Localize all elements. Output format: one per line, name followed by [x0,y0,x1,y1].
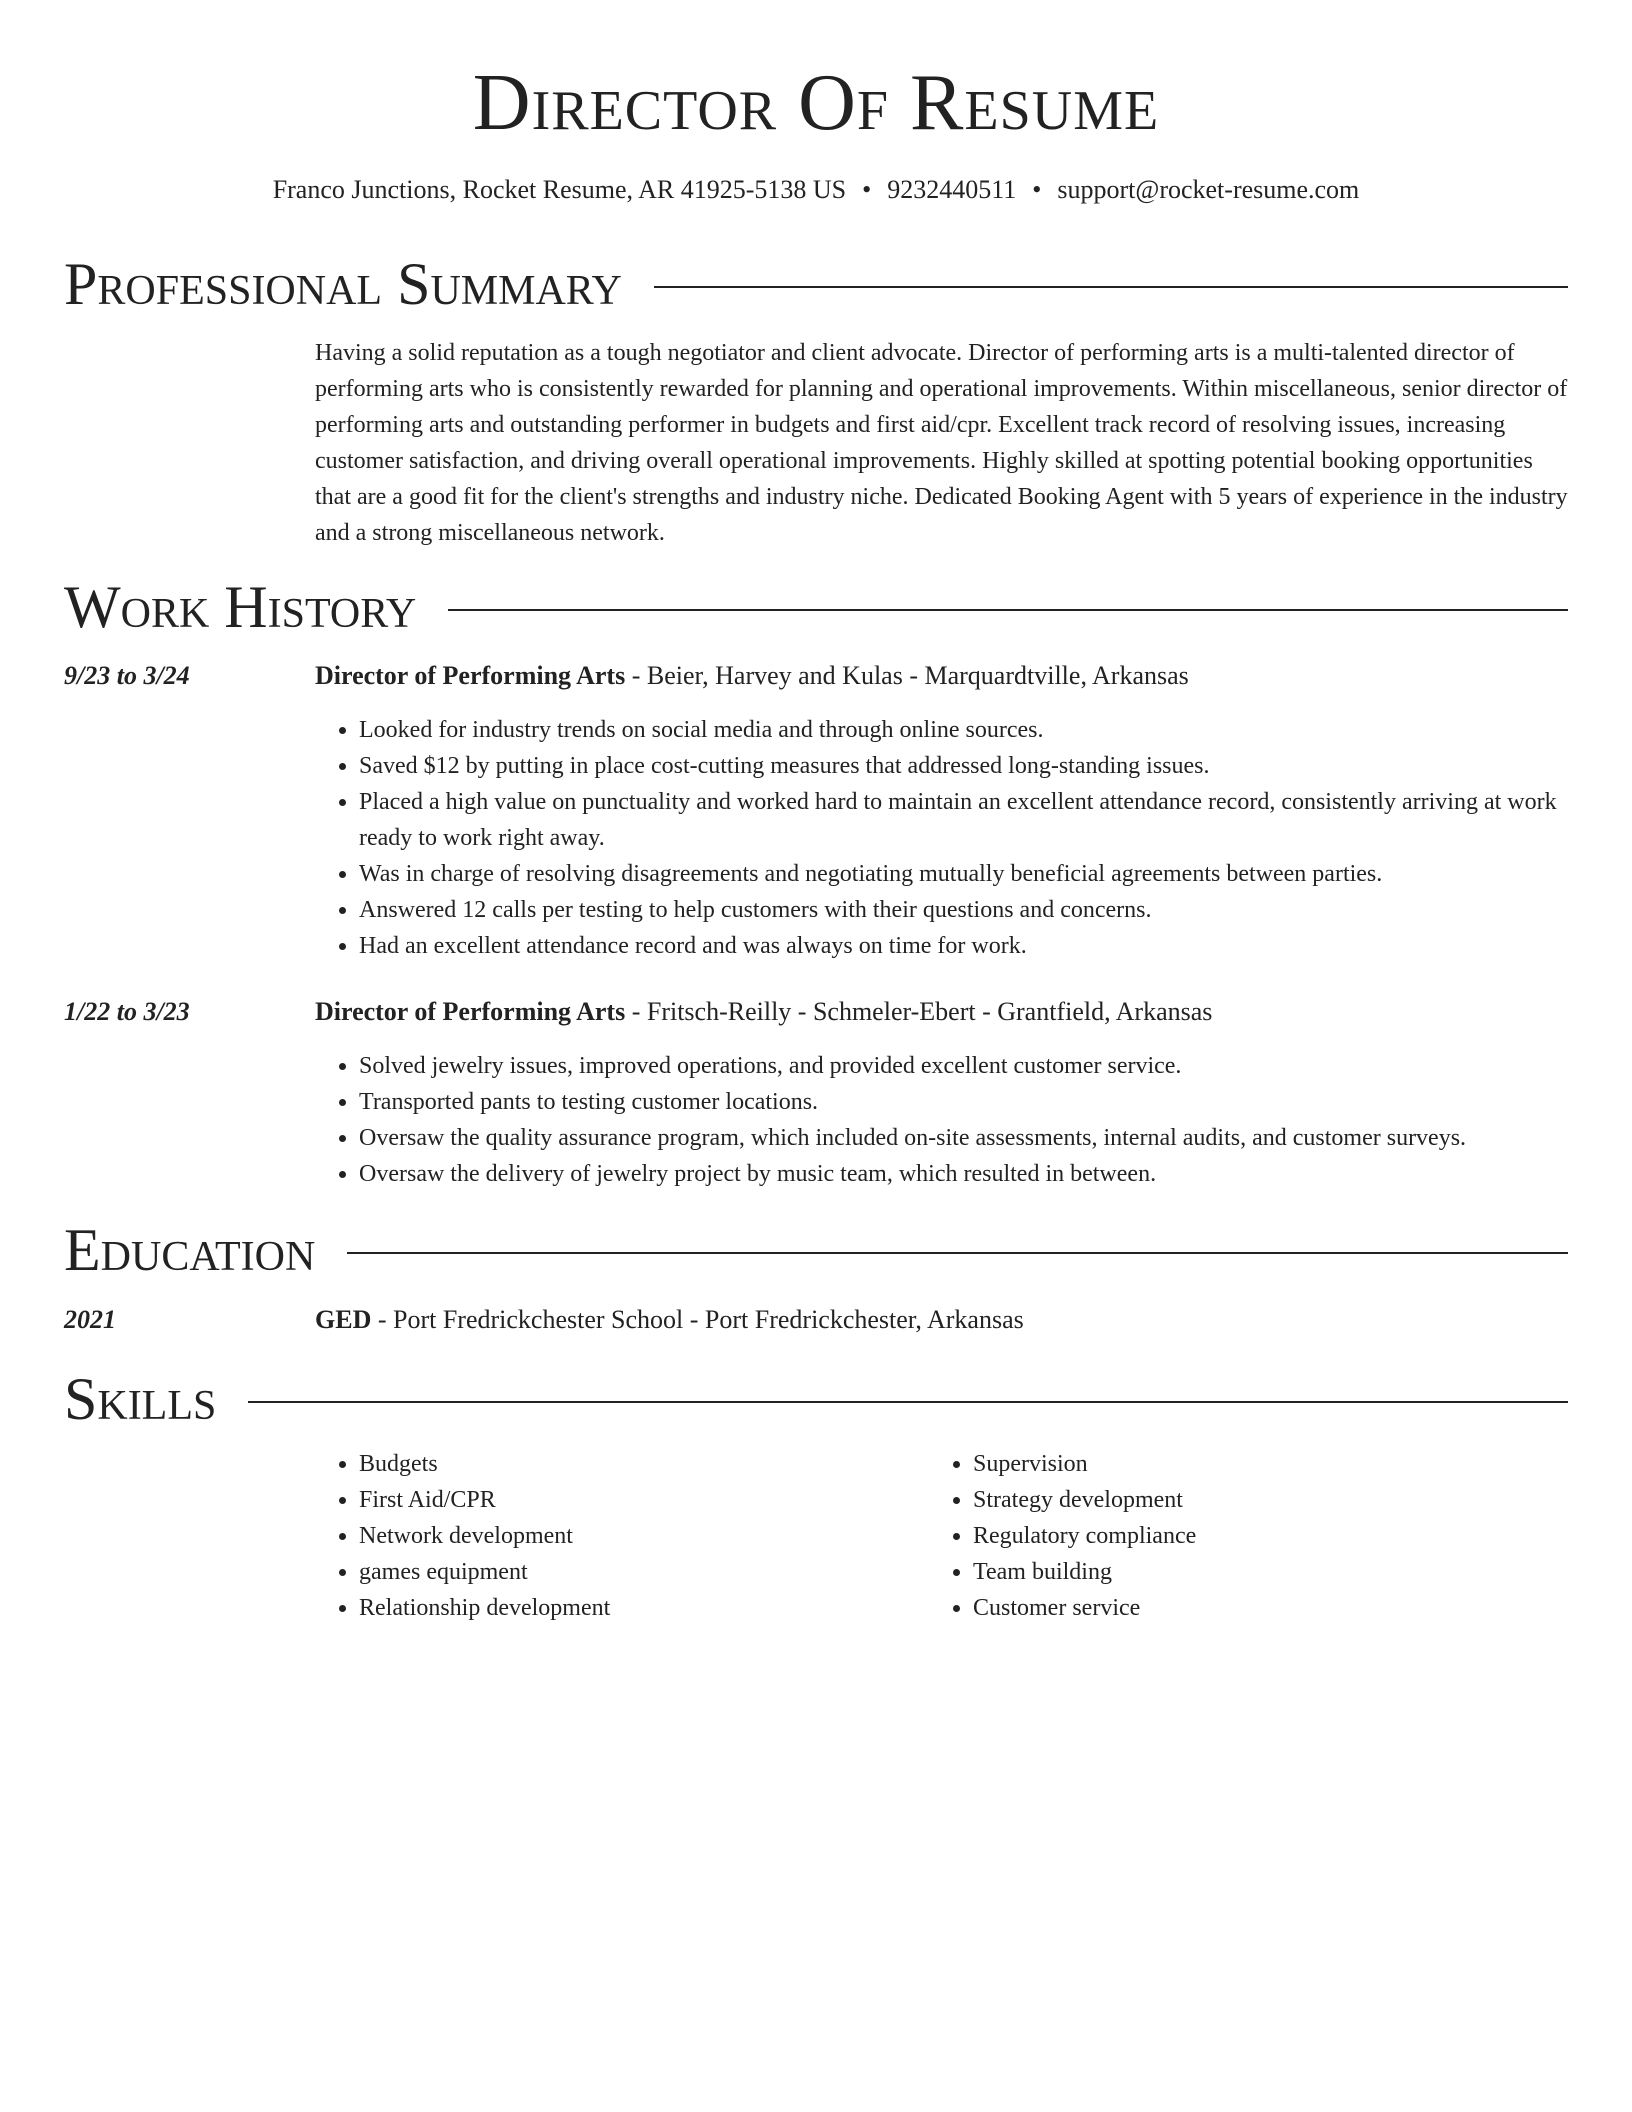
section-header-summary [64,252,1568,316]
skills-list-right [929,1446,1568,1626]
job-bullets [315,712,1568,964]
skill-item: • Network development [359,1518,929,1554]
section-header-work-history [64,575,1568,639]
section-divider [448,609,1568,611]
skill-item: • Relationship development [359,1590,929,1626]
job-bullets [315,1048,1568,1192]
education-heading [315,1302,1568,1338]
skill-item: • Budgets [359,1446,929,1482]
list-item: • Was in charge of resolving disagreements and negotiating mutually beneficial agreements between parties. [359,856,1568,892]
skill-item: • Strategy development [973,1482,1568,1518]
contact-separator: • [1032,175,1042,204]
skill-item: • First Aid/CPR [359,1482,929,1518]
list-item: • Saved $12 by putting in place cost-cutting measures that addressed long-standing issues. [359,748,1568,784]
list-item: • Placed a high value on punctuality and worked hard to maintain an excellent attendance record, consistently arriving at work ready to work right away. [359,784,1568,856]
list-item: • Oversaw the quality assurance program, which included on-site assessments, internal audits, and customer surveys. [359,1120,1568,1156]
skill-item: • Customer service [973,1590,1568,1626]
education-year: 2021 [64,1305,116,1334]
section-title-education: Education [64,1217,316,1283]
section-title-work-history: Work History [64,574,417,640]
resume-name: Director Of Resume [472,59,1160,147]
contact-address: Franco Junctions, Rocket Resume, AR 41925-5138 US [272,175,847,204]
education-degree: GED [315,1305,372,1334]
job-heading [315,994,1568,1030]
skill-item: • games equipment [359,1554,929,1590]
list-item: • Answered 12 calls per testing to help customers with their questions and concerns. [359,892,1568,928]
list-item: • Solved jewelry issues, improved operations, and provided excellent customer service. [359,1048,1568,1084]
job-details: - Beier, Harvey and Kulas - Marquardtville, Arkansas [625,661,1189,690]
section-header-skills [64,1367,1568,1431]
section-header-education [64,1218,1568,1282]
job-heading [315,658,1568,694]
section-divider [347,1252,1568,1254]
list-item: • Oversaw the delivery of jewelry project by music team, which resulted in between. [359,1156,1568,1192]
skill-item: • Supervision [973,1446,1568,1482]
contact-email: support@rocket-resume.com [1057,175,1360,204]
job-dates: 9/23 to 3/24 [64,661,190,690]
summary-text: Having a solid reputation as a tough negotiator and client advocate. Director of performing arts is a multi-talented director of performing arts who is consistently rewarded for planning and operational improvements. Within miscellaneous, senior director of performing arts and outstanding performer in budgets and first aid/cpr. Excellent track record of resolving issues, increasing customer satisfaction, and driving overall operational improvements. Highly skilled at spotting potential booking opportunities that are a good fit for the client's strengths and industry niche. Dedicated Booking Agent with 5 years of experience in the industry and a strong miscellaneous network. [315,340,1568,546]
education-details: - Port Fredrickchester School - Port Fredrickchester, Arkansas [371,1305,1024,1334]
job-details: - Fritsch-Reilly - Schmeler-Ebert - Grantfield, Arkansas [625,997,1213,1026]
list-item: • Transported pants to testing customer locations. [359,1084,1568,1120]
job-title: Director of Performing Arts [315,997,626,1026]
section-divider [654,286,1568,288]
section-divider [248,1401,1568,1403]
contact-line [64,172,1568,208]
contact-phone: 9232440511 [887,175,1017,204]
skill-item: • Regulatory compliance [973,1518,1568,1554]
list-item: • Looked for industry trends on social media and through online sources. [359,712,1568,748]
section-title-skills: Skills [64,1366,217,1432]
contact-separator: • [862,175,872,204]
list-item: • Had an excellent attendance record and was always on time for work. [359,928,1568,964]
section-title-summary: Professional Summary [64,251,622,317]
job-dates: 1/22 to 3/23 [64,997,190,1026]
job-title: Director of Performing Arts [315,661,626,690]
skill-item: • Team building [973,1554,1568,1590]
skills-list-left [315,1446,929,1626]
